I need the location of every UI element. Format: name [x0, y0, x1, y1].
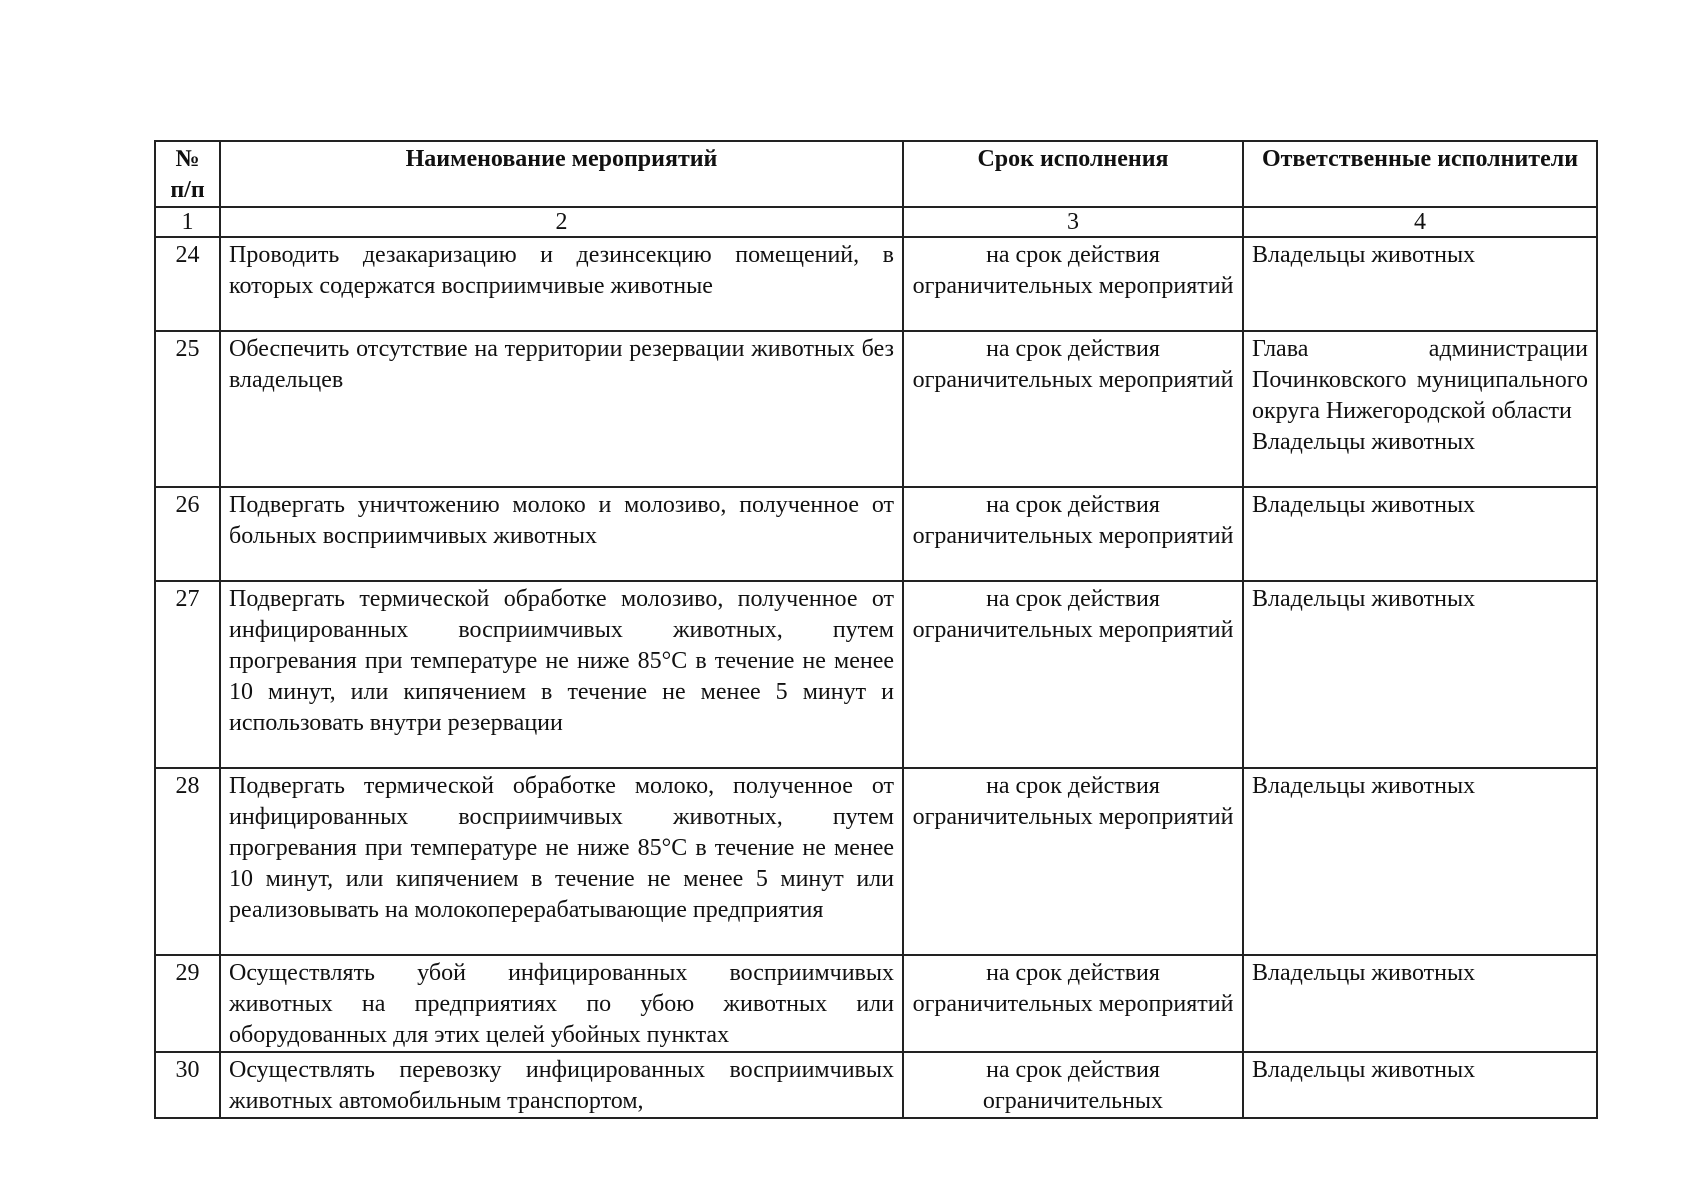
- table-row: [155, 768, 1597, 955]
- measure-name: Подвергать термической обработке молозиво, полученное от инфицированных восприимчивых животных, путем прогревания при температуре не ниже 85°С в течение не менее 10 минут, или кипячением в течение не менее 5 минут и использовать внутри резервации: [220, 581, 903, 768]
- measure-term: на срок действия ограничительных мероприятий: [903, 237, 1243, 331]
- responsible-line: Владельцы животных: [1252, 492, 1476, 518]
- table-row: [155, 487, 1597, 581]
- column-index: 4: [1243, 207, 1597, 237]
- table-body: [155, 237, 1597, 1118]
- measure-term: на срок действия ограничительных мероприятий: [903, 768, 1243, 955]
- measure-name: Подвергать термической обработке молоко, полученное от инфицированных восприимчивых животных, путем прогревания при температуре не ниже 85°С в течение не менее 10 минут, или кипячением в течение не менее 5 минут или реализовывать на молокоперерабатывающие предприятия: [220, 768, 903, 955]
- measure-term: на срок действия ограничительных мероприятий: [903, 581, 1243, 768]
- header-responsible: Ответственные исполнители: [1243, 141, 1597, 207]
- column-index: 1: [155, 207, 220, 237]
- measure-term: на срок действия ограничительных мероприятий: [903, 487, 1243, 581]
- row-number: 25: [155, 331, 220, 487]
- header-name: Наименование мероприятий: [220, 141, 903, 207]
- measure-term: на срок действия ограничительных мероприятий: [903, 331, 1243, 487]
- table-row: [155, 237, 1597, 331]
- row-number: 26: [155, 487, 220, 581]
- measure-responsible: [1243, 955, 1597, 1052]
- measure-name: Обеспечить отсутствие на территории резервации животных без владельцев: [220, 331, 903, 487]
- responsible-line: Владельцы животных: [1252, 429, 1476, 455]
- measure-responsible: [1243, 581, 1597, 768]
- row-number: 28: [155, 768, 220, 955]
- table-row: [155, 581, 1597, 768]
- measure-responsible: [1243, 487, 1597, 581]
- responsible-line: Владельцы животных: [1252, 242, 1476, 268]
- measure-name: Подвергать уничтожению молоко и молозиво, полученное от больных восприимчивых животных: [220, 487, 903, 581]
- row-number: 24: [155, 237, 220, 331]
- row-number: 29: [155, 955, 220, 1052]
- measure-term: на срок действия ограничительных мероприятий: [903, 955, 1243, 1052]
- measure-responsible: [1243, 1052, 1597, 1118]
- responsible-line: Владельцы животных: [1252, 773, 1476, 799]
- measure-responsible: [1243, 331, 1597, 487]
- responsible-line: Владельцы животных: [1252, 586, 1476, 612]
- header-num: № п/п: [155, 141, 220, 207]
- table-header: [155, 141, 1597, 237]
- column-index-row: [155, 207, 1597, 237]
- responsible-line: Глава администрации Починковского муниципального округа Нижегородской области: [1252, 336, 1588, 424]
- column-index: 3: [903, 207, 1243, 237]
- measure-responsible: [1243, 237, 1597, 331]
- responsible-line: Владельцы животных: [1252, 960, 1476, 986]
- header-term: Срок исполнения: [903, 141, 1243, 207]
- column-index: 2: [220, 207, 903, 237]
- table-row: [155, 1052, 1597, 1118]
- measure-responsible: [1243, 768, 1597, 955]
- measure-name: Осуществлять убой инфицированных восприимчивых животных на предприятиях по убою животных или оборудованных для этих целей убойных пунктах: [220, 955, 903, 1052]
- table-row: [155, 955, 1597, 1052]
- table-row: [155, 331, 1597, 487]
- measures-table: [154, 140, 1598, 1119]
- responsible-line: Владельцы животных: [1252, 1057, 1476, 1083]
- measure-term: на срок действия ограничительных: [903, 1052, 1243, 1118]
- row-number: 30: [155, 1052, 220, 1118]
- measure-name: Проводить дезакаризацию и дезинсекцию помещений, в которых содержатся восприимчивые животные: [220, 237, 903, 331]
- measure-name: Осуществлять перевозку инфицированных восприимчивых животных автомобильным транспортом,: [220, 1052, 903, 1118]
- row-number: 27: [155, 581, 220, 768]
